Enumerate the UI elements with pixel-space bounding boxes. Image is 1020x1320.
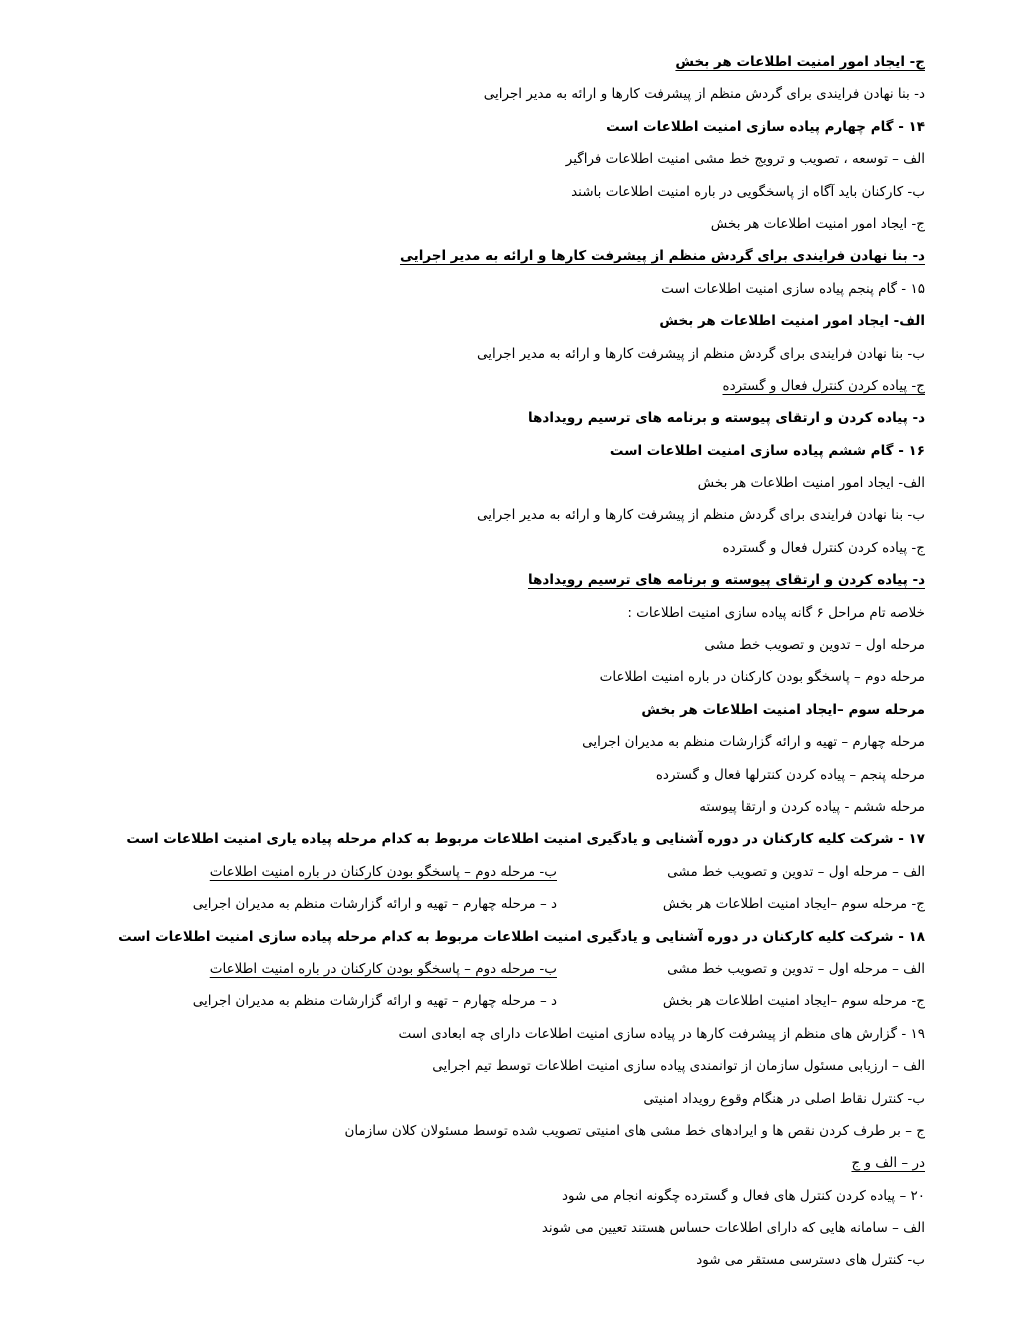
text-line: ۱۹ - گزارش های منظم از پیشرفت کارها در پیاده سازی امنیت اطلاعات دارای چه ابعادی است (398, 1025, 925, 1042)
text-line: ج- پیاده کردن کنترل فعال و گسترده (722, 377, 925, 394)
answer-options-row (125, 985, 925, 1017)
text-line: ۱۴ - گام چهارم پیاده سازی امنیت اطلاعات است (606, 118, 925, 135)
text-line: ج – بر طرف کردن نقص ها و ایرادهای خط مشی های امنیتی تصویب شده توسط مسئولان کلان سازمان (344, 1122, 925, 1139)
text-line: الف- ایجاد امور امنیت اطلاعات هر بخش (697, 475, 925, 492)
text-line: ۲۰ – پیاده کردن کنترل های فعال و گسترده چگونه انجام می شود (562, 1187, 925, 1204)
text-line: ۱۶ - گام ششم پیاده سازی امنیت اطلاعات است (609, 442, 925, 459)
text-line: در – الف و ج (851, 1155, 925, 1172)
text-line: ب- بنا نهادن فرایندی برای گردش منظم از پیشرفت کارها و ارائه به مدیر اجرایی (477, 345, 925, 362)
text-line: الف – سامانه هایی که دارای اطلاعات حساس هستند تعیین می شوند (541, 1220, 925, 1237)
text-line: ج- ایجاد امور امنیت اطلاعات هر بخش (675, 54, 925, 70)
answer-option: ج- مرحله سوم –ایجاد امنیت اطلاعات هر بخش (662, 896, 925, 913)
text-line: خلاصه تام مراحل ۶ گانه پیاده سازی امنیت اطلاعات : (627, 604, 925, 621)
answer-option: ب- مرحله دوم – پاسخگو بودن کارکنان در باره امنیت اطلاعات (209, 863, 557, 880)
answer-option: د – مرحله چهارم – تهیه و ارائه گزارشات منظم به مدیران اجرایی (192, 896, 557, 913)
answer-options-row (125, 888, 925, 920)
text-line: مرحله چهارم – تهیه و ارائه گزارشات منظم به مدیران اجرایی (582, 734, 925, 751)
answer-options-row (125, 856, 925, 888)
text-line: الف- ایجاد امور امنیت اطلاعات هر بخش (659, 313, 925, 330)
text-line: د- پیاده کردن و ارتقای پیوسته و برنامه های ترسیم رویدادها (527, 410, 925, 427)
text-line: ب- بنا نهادن فرایندی برای گردش منظم از پیشرفت کارها و ارائه به مدیر اجرایی (477, 507, 925, 524)
text-line: الف – ارزیابی مسئول سازمان از توانمندی پیاده سازی امنیت اطلاعات توسط تیم اجرایی (432, 1058, 925, 1075)
text-line: ۱۵ - گام پنجم پیاده سازی امنیت اطلاعات است (661, 280, 925, 297)
answer-option: ب- مرحله دوم – پاسخگو بودن کارکنان در باره امنیت اطلاعات (209, 960, 557, 977)
text-line: ج- ایجاد امور امنیت اطلاعات هر بخش (710, 215, 925, 232)
answer-options-row (125, 953, 925, 985)
text-line: مرحله سوم –ایجاد امنیت اطلاعات هر بخش (641, 701, 925, 718)
text-line: الف – توسعه ، تصویب و ترویج خط مشی امنیت اطلاعات فراگیر (565, 151, 925, 168)
text-line: ۱۸ - شرکت کلیه کارکنان در دوره آشنایی و یادگیری امنیت اطلاعات مربوط به کدام مرحله پیاده سازی امنیت اطلاعات است (118, 928, 925, 945)
text-line: مرحله اول – تدوین و تصویب خط مشی (704, 637, 925, 654)
answer-option: الف – مرحله اول – تدوین و تصویب خط مشی (667, 960, 925, 977)
answer-option: الف – مرحله اول – تدوین و تصویب خط مشی (667, 863, 925, 880)
text-line: ۱۷ - شرکت کلیه کارکنان در دوره آشنایی و یادگیری امنیت اطلاعات مربوط به کدام مرحله پیاده یاری امنیت اطلاعات است (126, 831, 925, 848)
text-line: مرحله ششم - پیاده کردن و ارتقا پیوسته (699, 798, 925, 815)
text-line: مرحله پنجم – پیاده کردن کنترلها فعال و گسترده (655, 766, 925, 783)
document-body (118, 46, 925, 1277)
answer-option: ج- مرحله سوم –ایجاد امنیت اطلاعات هر بخش (662, 993, 925, 1010)
text-line: د- بنا نهادن فرایندی برای گردش منظم از پیشرفت کارها و ارائه به مدیر اجرایی (483, 86, 925, 103)
text-line: ب- کنترل های دسترسی مستقر می شود (696, 1252, 925, 1269)
text-line: د- بنا نهادن فرایندی برای گردش منظم از پیشرفت کارها و ارائه به مدیر اجرایی (399, 248, 925, 265)
text-line: ج- پیاده کردن کنترل فعال و گسترده (722, 539, 925, 556)
text-line: ب- کارکنان باید آگاه از پاسخگویی در باره امنیت اطلاعات باشند (571, 183, 925, 200)
text-line: د- پیاده کردن و ارتقای پیوسته و برنامه های ترسیم رویدادها (527, 572, 925, 589)
text-line: ب- کنترل نقاط اصلی در هنگام وقوع رویداد امنیتی (643, 1090, 925, 1107)
answer-option: د – مرحله چهارم – تهیه و ارائه گزارشات منظم به مدیران اجرایی (192, 993, 557, 1010)
text-line: مرحله دوم – پاسخگو بودن کارکنان در باره امنیت اطلاعات (599, 669, 925, 686)
